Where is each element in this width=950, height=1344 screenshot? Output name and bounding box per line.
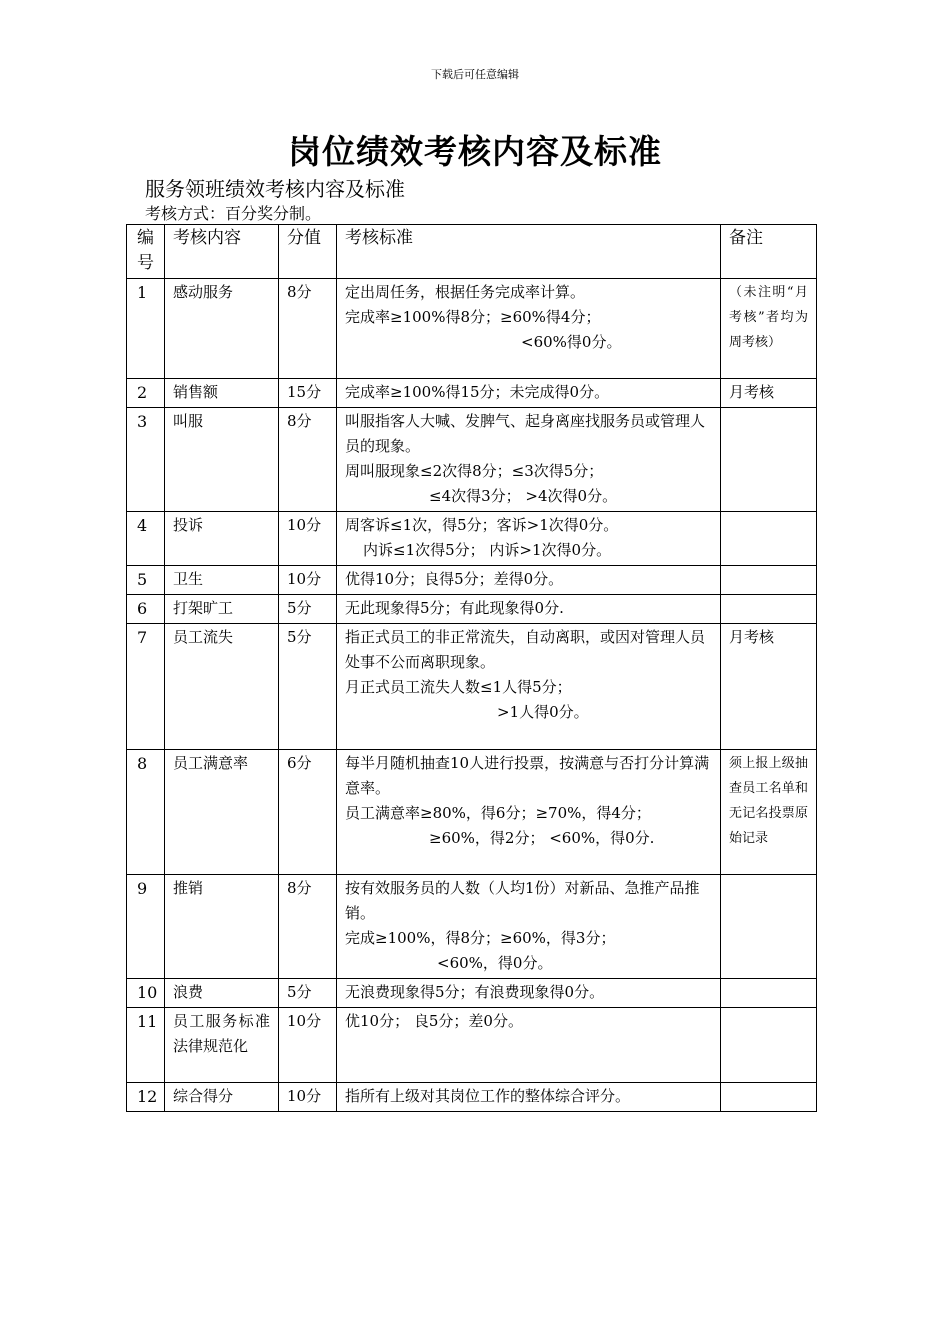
table-row <box>127 1083 817 1112</box>
row-note <box>721 595 817 624</box>
row-item: 卫生 <box>165 566 279 595</box>
row-item: 员工满意率 <box>165 750 279 875</box>
row-note <box>721 512 817 566</box>
row-note <box>721 566 817 595</box>
table-row <box>127 979 817 1008</box>
table-row <box>127 566 817 595</box>
row-score: 8分 <box>279 875 337 979</box>
row-note: 月考核 <box>721 379 817 408</box>
criteria-line: 指正式员工的非正常流失，自动离职，或因对管理人员处事不公而离职现象。 <box>345 628 706 671</box>
row-criteria <box>337 566 721 595</box>
row-no: 3 <box>127 408 165 512</box>
table-row <box>127 595 817 624</box>
table-row <box>127 1008 817 1083</box>
subtitle: 服务领班绩效考核内容及标准 <box>145 177 405 201</box>
row-no: 11 <box>127 1008 165 1083</box>
row-score: 8分 <box>279 279 337 379</box>
criteria-line: <60%得0分。 <box>521 333 622 351</box>
criteria-line: 优10分； 良5分；差0分。 <box>345 1012 523 1030</box>
row-criteria <box>337 408 721 512</box>
header-note: 下载后可任意编辑 <box>431 68 519 81</box>
row-note: 须上报上级抽查员工名单和无记名投票原始记录 <box>721 750 817 875</box>
criteria-line: 指所有上级对其岗位工作的整体综合评分。 <box>345 1087 631 1105</box>
row-no: 2 <box>127 379 165 408</box>
row-score: 5分 <box>279 624 337 750</box>
criteria-line: >1人得0分。 <box>497 703 589 721</box>
criteria-line: ≤4次得3分； >4次得0分。 <box>429 487 618 505</box>
row-note: 月考核 <box>721 624 817 750</box>
row-no: 1 <box>127 279 165 379</box>
criteria-line: 按有效服务员的人数（人均1份）对新品、急推产品推销。 <box>345 879 700 922</box>
page-title: 岗位绩效考核内容及标准 <box>288 132 662 171</box>
row-criteria <box>337 279 721 379</box>
row-no: 9 <box>127 875 165 979</box>
row-note <box>721 1008 817 1083</box>
table-row <box>127 750 817 875</box>
table-row <box>127 279 817 379</box>
row-criteria <box>337 979 721 1008</box>
table-row <box>127 379 817 408</box>
criteria-line: 月正式员工流失人数≤1人得5分； <box>345 678 572 696</box>
row-note <box>721 408 817 512</box>
criteria-line: 内诉≤1次得5分； 内诉>1次得0分。 <box>363 541 612 559</box>
row-no: 7 <box>127 624 165 750</box>
row-criteria <box>337 512 721 566</box>
row-item: 销售额 <box>165 379 279 408</box>
row-note <box>721 1083 817 1112</box>
header-item: 考核内容 <box>165 225 279 279</box>
table-row <box>127 408 817 512</box>
table-row <box>127 624 817 750</box>
row-note <box>721 875 817 979</box>
row-score: 10分 <box>279 1008 337 1083</box>
row-item: 感动服务 <box>165 279 279 379</box>
criteria-line: 完成率≥100%得15分；未完成得0分。 <box>345 383 610 401</box>
row-item: 综合得分 <box>165 1083 279 1112</box>
row-no: 8 <box>127 750 165 875</box>
criteria-line: 无浪费现象得5分；有浪费现象得0分。 <box>345 983 605 1001</box>
row-no: 12 <box>127 1083 165 1112</box>
row-score: 5分 <box>279 595 337 624</box>
row-criteria <box>337 379 721 408</box>
row-item: 员工服务标准法律规范化 <box>165 1008 279 1083</box>
criteria-line: 定出周任务，根据任务完成率计算。 <box>345 283 586 301</box>
row-item: 浪费 <box>165 979 279 1008</box>
row-item: 打架旷工 <box>165 595 279 624</box>
table-header-row <box>127 225 817 279</box>
criteria-line: 周叫服现象≤2次得8分；≤3次得5分； <box>345 462 604 480</box>
row-criteria <box>337 1083 721 1112</box>
row-no: 6 <box>127 595 165 624</box>
row-no: 5 <box>127 566 165 595</box>
criteria-line: 周客诉≤1次，得5分；客诉>1次得0分。 <box>345 516 619 534</box>
row-item: 推销 <box>165 875 279 979</box>
criteria-line: 每半月随机抽查10人进行投票，按满意与否打分计算满意率。 <box>345 754 710 797</box>
row-item: 员工流失 <box>165 624 279 750</box>
row-item: 叫服 <box>165 408 279 512</box>
row-criteria <box>337 624 721 750</box>
row-no: 4 <box>127 512 165 566</box>
row-note <box>721 979 817 1008</box>
criteria-line: 完成≥100%，得8分；≥60%，得3分； <box>345 929 616 947</box>
header-criteria: 考核标准 <box>337 225 721 279</box>
criteria-line: 叫服指客人大喊、发脾气、起身离座找服务员或管理人员的现象。 <box>345 412 706 455</box>
table-row <box>127 875 817 979</box>
row-item: 投诉 <box>165 512 279 566</box>
assessment-method: 考核方式：百分奖分制。 <box>145 204 322 223</box>
row-criteria <box>337 875 721 979</box>
header-no: 编号 <box>127 225 165 279</box>
table-row <box>127 512 817 566</box>
assessment-table <box>126 224 817 1112</box>
row-criteria <box>337 595 721 624</box>
row-score: 10分 <box>279 512 337 566</box>
row-score: 8分 <box>279 408 337 512</box>
row-score: 5分 <box>279 979 337 1008</box>
row-no: 10 <box>127 979 165 1008</box>
row-note: （未注明“月考核”者均为周考核） <box>721 279 817 379</box>
row-criteria <box>337 750 721 875</box>
criteria-line: 优得10分；良得5分；差得0分。 <box>345 570 564 588</box>
row-criteria <box>337 1008 721 1083</box>
row-score: 6分 <box>279 750 337 875</box>
row-score: 10分 <box>279 1083 337 1112</box>
criteria-line: ≥60%，得2分； <60%，得0分. <box>429 829 655 847</box>
criteria-line: <60%，得0分。 <box>437 954 553 972</box>
row-score: 15分 <box>279 379 337 408</box>
header-score: 分值 <box>279 225 337 279</box>
criteria-line: 无此现象得5分；有此现象得0分. <box>345 599 564 617</box>
row-score: 10分 <box>279 566 337 595</box>
criteria-line: 员工满意率≥80%，得6分；≥70%，得4分； <box>345 804 651 822</box>
header-note: 备注 <box>721 225 817 279</box>
criteria-line: 完成率≥100%得8分；≥60%得4分； <box>345 308 601 326</box>
